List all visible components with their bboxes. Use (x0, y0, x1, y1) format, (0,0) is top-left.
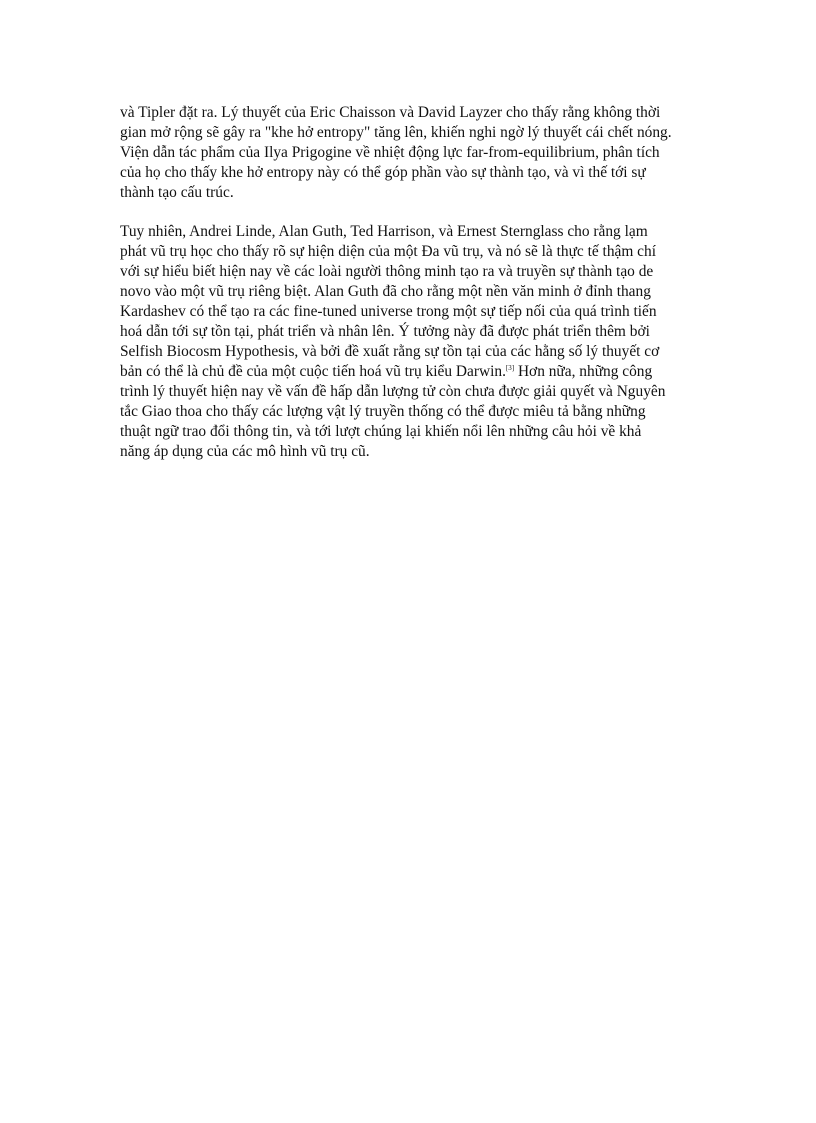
text-line: năng áp dụng của các mô hình vũ trụ cũ. (120, 443, 370, 460)
text-line: Kardashev có thể tạo ra các fine-tuned universe trong một sự tiếp nối của quá trình tiến (120, 303, 657, 320)
text-line: hoá dẫn tới sự tồn tại, phát triển và nhân lên. Ý tưởng này đã được phát triển thêm bởi (120, 323, 650, 340)
document-body (120, 103, 700, 481)
text-line: và Tipler đặt ra. Lý thuyết của Eric Chaisson và David Layzer cho thấy rằng không thời (120, 104, 661, 121)
text-line: tắc Giao thoa cho thấy các lượng vật lý truyền thống có thể được miêu tả bằng những (120, 403, 646, 420)
text-segment: Hơn nữa, những công (514, 363, 653, 380)
paragraph-2 (120, 222, 700, 462)
text-line: Viện dẫn tác phẩm của Ilya Prigogine về nhiệt động lực far-from-equilibrium, phân tích (120, 144, 660, 161)
paragraph-1 (120, 103, 700, 203)
text-line: phát vũ trụ học cho thấy rõ sự hiện diện của một Đa vũ trụ, và nó sẽ là thực tế thậm chí (120, 243, 656, 260)
text-line: Tuy nhiên, Andrei Linde, Alan Guth, Ted Harrison, và Ernest Sternglass cho rằng lạm (120, 223, 648, 240)
text-line: trình lý thuyết hiện nay về vấn đề hấp dẫn lượng tử còn chưa được giải quyết và Nguyên (120, 383, 666, 400)
text-line: novo vào một vũ trụ riêng biệt. Alan Guth đã cho rằng một nền văn minh ở đỉnh thang (120, 283, 651, 300)
text-line: với sự hiểu biết hiện nay về các loài người thông minh tạo ra và truyền sự thành tạo de (120, 263, 654, 280)
text-line: gian mở rộng sẽ gây ra "khe hở entropy" tăng lên, khiến nghi ngờ lý thuyết cái chết nóng. (120, 124, 672, 141)
text-line: của họ cho thấy khe hở entropy này có thể góp phần vào sự thành tạo, và vì thế tới sự (120, 164, 646, 181)
text-segment: bản có thể là chủ đề của một cuộc tiến hoá vũ trụ kiểu Darwin. (120, 363, 506, 380)
text-line-with-reference (120, 362, 700, 382)
reference-marker[interactable]: [3] (505, 364, 515, 372)
text-line: thuật ngữ trao đổi thông tin, và tới lượt chúng lại khiến nổi lên những câu hỏi về khả (120, 423, 642, 440)
text-line: Selfish Biocosm Hypothesis, và bởi đề xuất rằng sự tồn tại của các hằng số lý thuyết cơ (120, 343, 660, 360)
text-line: thành tạo cấu trúc. (120, 184, 234, 201)
